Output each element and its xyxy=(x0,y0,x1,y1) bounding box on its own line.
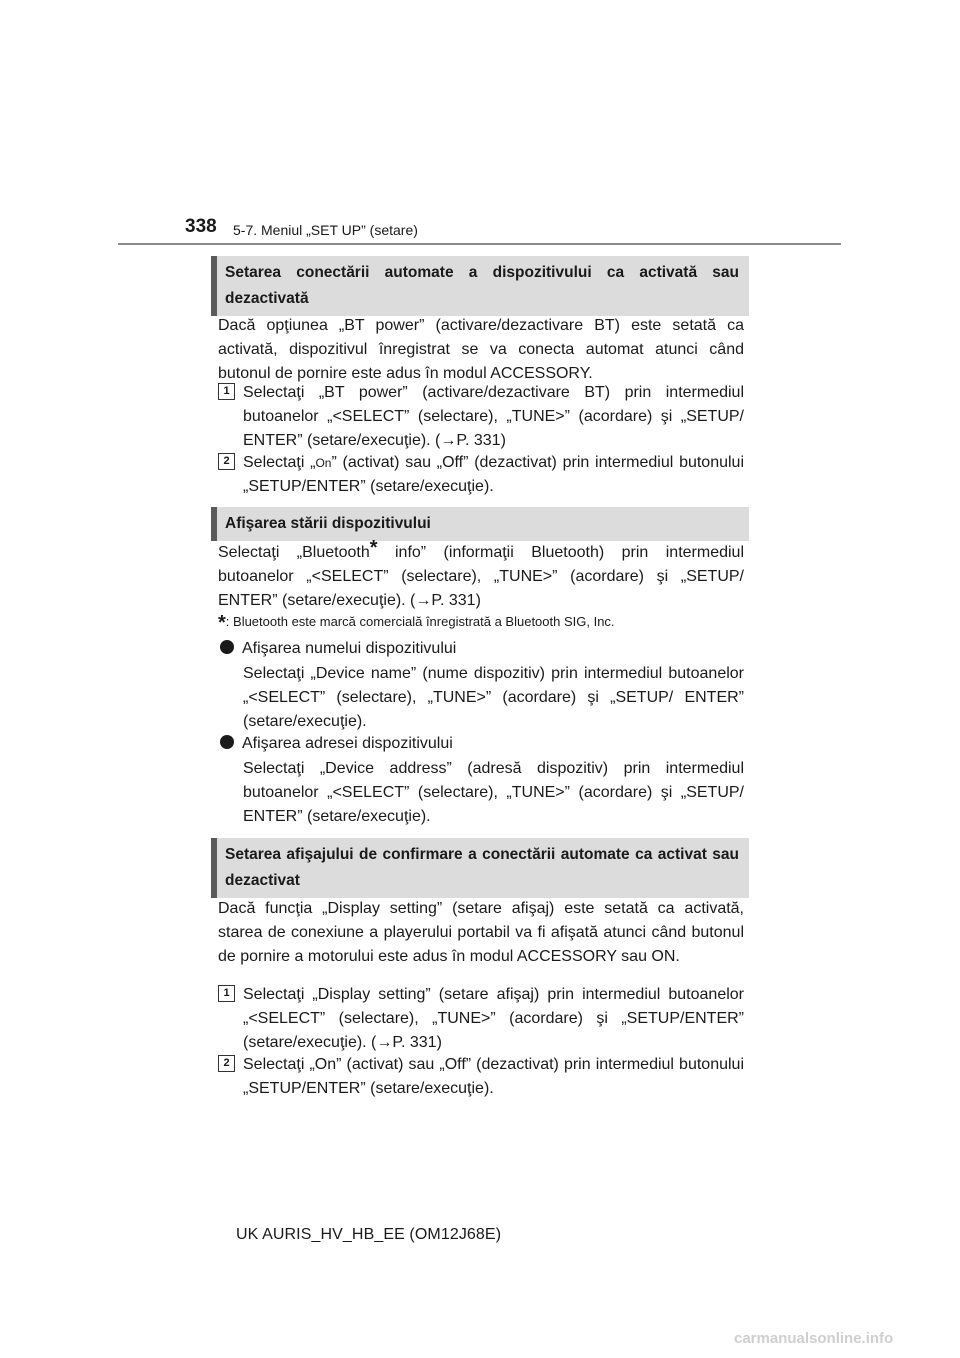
display-confirm-intro: Dacă funcţia „Display setting” (setare afişaj) este setată ca activată, starea de conexiune a playerului portabil va fi afişată atunci când butonul de pornire a motorului este adus în modul ACCESSORY sau ON. xyxy=(218,900,744,965)
intro-suffix: info” (informaţii Bluetooth) prin intermediul butoanelor „<SELECT” (selectare), „TUNE>” (acordare) şi „SETUP/ ENTER” (setare/execuţie). (→P. 331) xyxy=(218,544,744,609)
footer-model-code: UK AURIS_HV_HB_EE (OM12J68E) xyxy=(236,1226,502,1243)
running-head: 5-7. Meniul „SET UP” (setare) xyxy=(233,222,418,238)
footnote-star: * xyxy=(218,612,226,634)
section-title-auto-connect: Setarea conectării automate a dispozitivului ca activată sau dezactivată xyxy=(211,256,749,316)
device-name-text: Selectaţi „Device name” (nume dispozitiv) prin intermediul butoanelor „<SELECT” (selectare), „TUNE>” (acordare) şi „SETUP/ ENTER” (setare/execuţie). xyxy=(243,665,744,730)
bullet-device-address xyxy=(220,732,453,756)
device-status-intro xyxy=(218,537,744,613)
section-title-device-status: Afişarea stării dispozitivului xyxy=(211,507,749,541)
section-title-display-confirm: Setarea afişajului de confirmare a conectării automate ca activat sau dezactivat xyxy=(211,838,749,898)
intro-prefix: Selectaţi „Bluetooth xyxy=(218,544,370,561)
page-number: 338 xyxy=(185,216,217,237)
bullet-title: Afişarea adresei dispozitivului xyxy=(242,735,453,752)
bullet-device-name xyxy=(220,637,456,661)
bullet-title: Afişarea numelui dispozitivului xyxy=(242,640,457,657)
device-address-text: Selectaţi „Device address” (adresă dispozitiv) prin intermediul butoanelor „<SELECT” (selectare), „TUNE>” (acordare) şi „SETUP/ ENTER” (setare/execuţie). xyxy=(243,760,744,825)
footnote xyxy=(218,612,615,635)
auto-connect-step-2 xyxy=(243,451,744,499)
footnote-marker: * xyxy=(369,537,378,559)
step-number: 1 xyxy=(218,985,235,1002)
step-number: 2 xyxy=(218,1055,235,1072)
display-confirm-step-2: Selectaţi „On” (activat) sau „Off” (dezactivat) prin intermediul butonului „SETUP/ENTER” (setare/execuţie). xyxy=(243,1056,744,1097)
step-number: 1 xyxy=(218,383,235,400)
step-2-prefix: Selectaţi „ xyxy=(243,454,316,471)
watermark: carmanualsonline.info xyxy=(734,1330,894,1347)
bullet-dot-icon xyxy=(220,640,234,654)
step-number: 2 xyxy=(218,453,235,470)
display-confirm-step-1: Selectaţi „Display setting” (setare afişaj) prin intermediul butoanelor „<SELECT” (selectare), „TUNE>” (acordare) şi „SETUP/ENTER” (setare/execuţie). (→P. 331) xyxy=(243,986,744,1051)
step-2-suffix: ” (activat) sau „Off” (dezactivat) prin intermediul butonului „SETUP/ENTER” (setare/execuţie). xyxy=(243,454,745,495)
step-2-on-value: On xyxy=(315,456,332,470)
bullet-dot-icon xyxy=(220,735,234,749)
auto-connect-intro: Dacă opţiunea „BT power” (activare/dezactivare BT) este setată ca activată, dispozitivul înregistrat se va conecta automat atunci când butonul de pornire este adus în modul ACCESSORY. xyxy=(218,317,744,382)
auto-connect-step-1: Selectaţi „BT power” (activare/dezactivare BT) prin intermediul butoanelor „<SELECT” (selectare), „TUNE>” (acordare) şi „SETUP/ ENTER” (setare/execuţie). (→P. 331) xyxy=(243,384,744,449)
footnote-text: : Bluetooth este marcă comercială înregistrată a Bluetooth SIG, Inc. xyxy=(225,614,615,629)
header-rule xyxy=(118,243,841,245)
